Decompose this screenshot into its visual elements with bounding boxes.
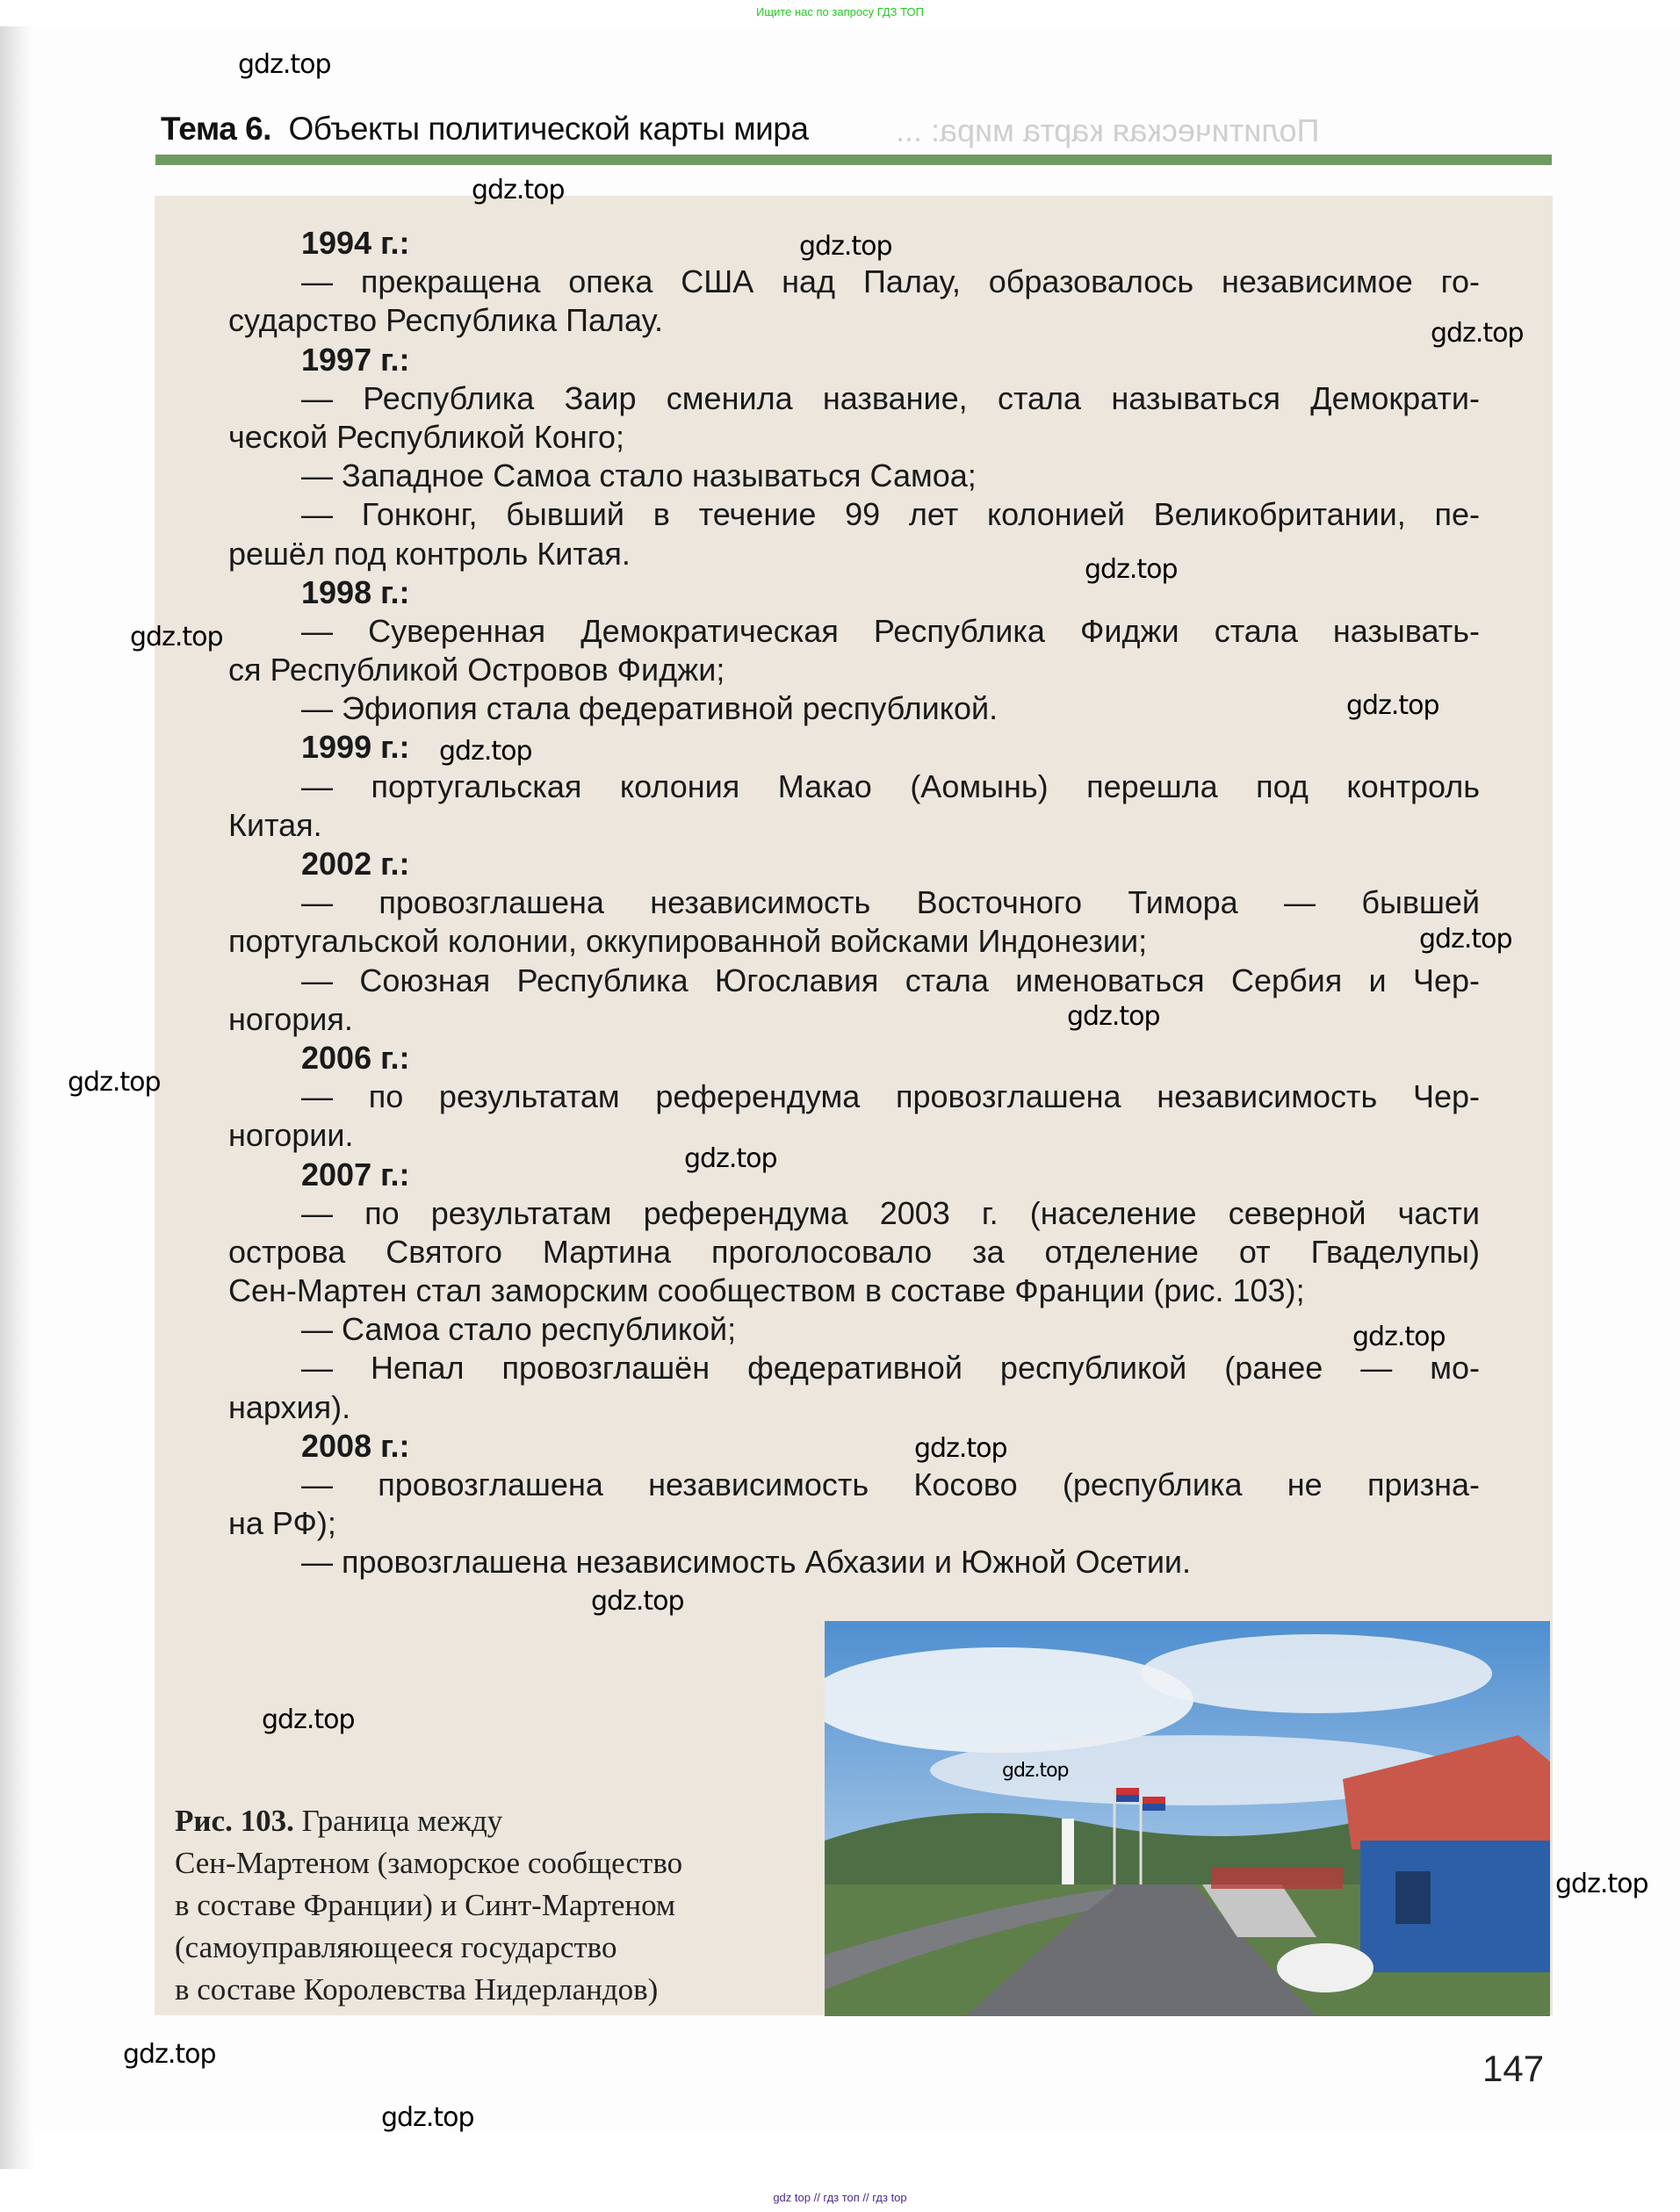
caption-line (175, 1969, 682, 2011)
scan-edge (0, 26, 35, 2169)
caption-text: (самоуправляющееся государство (175, 1930, 617, 1964)
caption-line (175, 1927, 682, 1969)
bleed-through-text: Политическая карта мира: ... (896, 112, 1320, 148)
event-line: острова Святого Мартина проголосовало за отделение от Гваделупы) (228, 1233, 1480, 1270)
watermark: gdz.top (1067, 1001, 1160, 1032)
watermark: gdz.top (381, 2102, 474, 2133)
event-line: португальской колонии, оккупированной войсками Индонезии; (228, 923, 1148, 960)
watermark: gdz.top (1346, 690, 1439, 721)
watermark: gdz.top (68, 1067, 161, 1098)
watermark: gdz.top (1002, 1760, 1069, 1782)
event-line: решёл под контроль Китая. (228, 535, 631, 572)
event-line: — португальская колония Макао (Аомынь) перешла под контроль (301, 767, 1480, 804)
event-line: — провозглашена независимость Косово (республика не призна- (301, 1466, 1480, 1502)
year-heading: 1997 г.: (301, 341, 410, 378)
event-line: — провозглашена независимость Абхазии и Южной Осетии. (301, 1544, 1192, 1581)
caption-line (175, 1800, 682, 1842)
event-line: Китая. (228, 806, 322, 843)
watermark: gdz.top (439, 736, 532, 767)
watermark: gdz.top (123, 2039, 216, 2070)
page-number: 147 (1482, 2048, 1545, 2089)
year-heading: 2002 г.: (301, 846, 410, 882)
event-line: на РФ); (228, 1505, 336, 1542)
watermark: gdz.top (1419, 924, 1512, 955)
page-header (161, 111, 808, 148)
footer-note: gdz top // гдз топ // гдз top (773, 2191, 907, 2204)
event-line: — Республика Заир сменила название, стала называться Демократи- (301, 379, 1480, 416)
watermark: gdz.top (914, 1433, 1007, 1464)
event-line: нархия). (228, 1388, 351, 1425)
top-search-note: Ищите нас по запросу ГДЗ ТОП (756, 5, 924, 18)
caption-text: в составе Королевства Нидерландов) (175, 1972, 659, 2007)
event-line: — прекращена опека США над Палау, образовалось независимое го- (301, 263, 1480, 300)
caption-text: Граница между (301, 1804, 503, 1838)
watermark: gdz.top (262, 1704, 355, 1735)
watermark: gdz.top (684, 1143, 777, 1174)
caption-line (175, 1884, 682, 1927)
caption-text: в составе Франции) и Синт-Мартеном (175, 1888, 676, 1922)
event-line: — провозглашена независимость Восточного Тимора — бывшей (301, 884, 1480, 921)
event-line: — Западное Самоа стало называться Самоа; (301, 458, 977, 494)
watermark: gdz.top (1555, 1869, 1648, 1899)
year-heading: 1999 г.: (301, 729, 410, 766)
event-line: Сен-Мартен стал заморским сообществом в составе Франции (рис. 103); (228, 1272, 1305, 1309)
caption-line (175, 1842, 682, 1884)
year-heading: 2007 г.: (301, 1156, 410, 1192)
event-line: ногории. (228, 1117, 354, 1154)
event-line: — Союзная Республика Югославия стала именоваться Сербия и Чер- (301, 962, 1480, 998)
chronology-text (228, 224, 1480, 1582)
watermark: gdz.top (1352, 1322, 1446, 1352)
caption-text: Сен-Мартеном (заморское сообщество (175, 1846, 683, 1880)
event-line: ногория. (228, 1000, 353, 1037)
event-line: — Суверенная Демократическая Республика Фиджи стала называть- (301, 612, 1480, 649)
topic-title: Объекты политической карты мира (288, 111, 809, 147)
topic-number: Тема 6. (161, 111, 271, 147)
event-line: ся Республикой Островов Фиджи; (228, 652, 725, 688)
event-line: — по результатам референдума 2003 г. (население северной части (301, 1194, 1480, 1231)
watermark: gdz.top (1085, 554, 1178, 585)
header-divider (155, 155, 1552, 165)
watermark: gdz.top (472, 175, 565, 205)
year-heading: 2006 г.: (301, 1039, 410, 1076)
event-line: — Самоа стало республикой; (301, 1311, 737, 1348)
event-line: ческой Республикой Конго; (228, 418, 625, 455)
event-line: — Непал провозглашён федеративной республикой (ранее — мо- (301, 1350, 1480, 1387)
watermark: gdz.top (799, 231, 892, 262)
watermark: gdz.top (238, 49, 331, 80)
event-line: — по результатам референдума провозглашена независимость Чер- (301, 1078, 1480, 1115)
watermark: gdz.top (591, 1586, 684, 1617)
figure-caption (175, 1800, 682, 2011)
year-heading: 1998 г.: (301, 573, 410, 610)
event-line: сударство Республика Палау. (228, 302, 664, 339)
watermark: gdz.top (130, 622, 223, 652)
year-heading: 2008 г.: (301, 1427, 410, 1464)
figure-103-photo (825, 1621, 1550, 2016)
event-line: — Гонконг, бывший в течение 99 лет колонией Великобритании, пе- (301, 496, 1480, 533)
watermark: gdz.top (1431, 318, 1524, 349)
year-heading: 1994 г.: (301, 225, 410, 261)
caption-label: Рис. 103. (175, 1804, 294, 1838)
event-line: — Эфиопия стала федеративной республикой. (301, 690, 999, 727)
